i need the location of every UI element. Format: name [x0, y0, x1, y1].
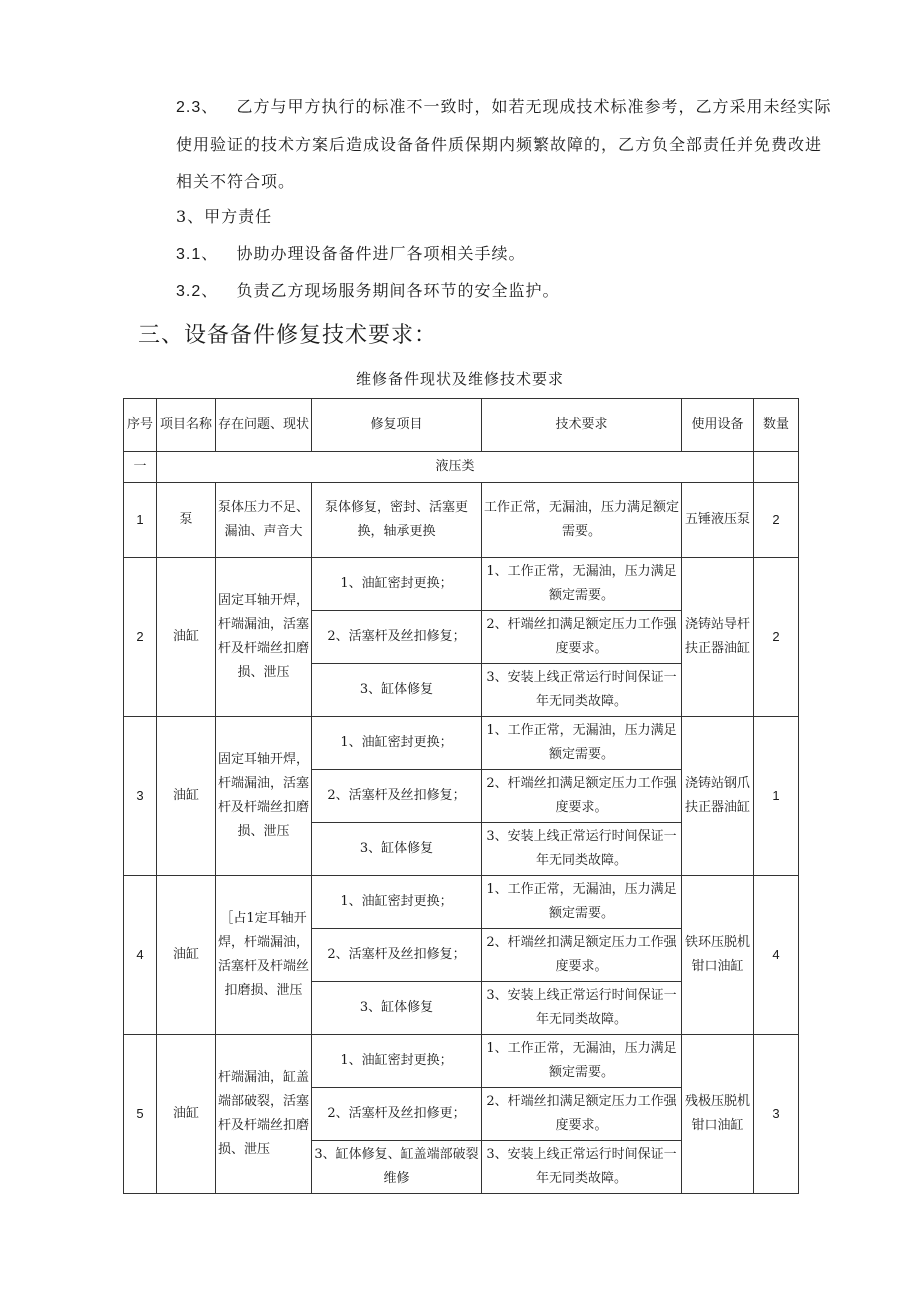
item-name: 油缸 — [157, 876, 216, 1035]
item-issue: 杆端漏油，缸盖端部破裂，活塞杆及杆端丝扣磨损、泄压 — [216, 1035, 312, 1194]
header-cell-requirement: 技术要求 — [482, 399, 682, 452]
repair-item: 1、油缸密封更换； — [312, 1035, 482, 1088]
item-name: 泵 — [157, 483, 216, 558]
table-row — [124, 876, 799, 929]
paragraph-3 — [140, 198, 836, 235]
tech-requirement: 2、杆端丝扣满足额定压力工作强度要求。 — [482, 929, 682, 982]
equipment: 浇铸站钢爪扶正器油缸 — [682, 717, 754, 876]
item-name: 油缸 — [157, 558, 216, 717]
section-heading: 三、设备备件修复技术要求： — [138, 323, 438, 348]
repair-item: 2、活塞杆及丝扣修更； — [312, 1088, 482, 1141]
clause-heading: 3、甲方责任 — [176, 207, 273, 226]
table-row — [124, 1035, 799, 1088]
row-number: 2 — [124, 558, 157, 717]
quantity: 1 — [754, 717, 799, 876]
paragraph-2-3 — [140, 88, 836, 200]
header-cell-index: 序号 — [124, 399, 157, 452]
row-number: 3 — [124, 717, 157, 876]
row-number: 5 — [124, 1035, 157, 1194]
equipment: 残极压脱机钳口油缸 — [682, 1035, 754, 1194]
item-issue: 固定耳轴开焊，杆端漏油，活塞杆及杆端丝扣磨损、泄压 — [216, 558, 312, 717]
clause-number: 3.2、 — [176, 283, 219, 300]
quantity: 2 — [754, 483, 799, 558]
tech-requirement: 3、安装上线正常运行时间保证一年无同类故障。 — [482, 664, 682, 717]
clause-text: 协助办理设备备件进厂各项相关手续。 — [236, 244, 526, 263]
header-cell-quantity: 数量 — [754, 399, 799, 452]
quantity: 3 — [754, 1035, 799, 1194]
equipment: 五锤液压泵 — [682, 483, 754, 558]
repair-item: 2、活塞杆及丝扣修复； — [312, 770, 482, 823]
table-row — [124, 483, 799, 558]
quantity: 2 — [754, 558, 799, 717]
tech-requirement: 2、杆端丝扣满足额定压力工作强度要求。 — [482, 611, 682, 664]
category-empty-cell — [754, 452, 799, 483]
category-index: 一 — [124, 452, 157, 483]
repair-item: 2、活塞杆及丝扣修复； — [312, 611, 482, 664]
row-number: 4 — [124, 876, 157, 1035]
repair-item: 泵体修复，密封、活塞更换，轴承更换 — [312, 483, 482, 558]
table-row — [124, 558, 799, 611]
tech-requirement: 2、杆端丝扣满足额定压力工作强度要求。 — [482, 770, 682, 823]
repair-item: 2、活塞杆及丝扣修复； — [312, 929, 482, 982]
header-cell-equipment: 使用设备 — [682, 399, 754, 452]
clause-text: 负责乙方现场服务期间各环节的安全监护。 — [236, 281, 560, 300]
tech-requirement: 1、工作正常，无漏油，压力满足额定需要。 — [482, 717, 682, 770]
paragraph-3-2 — [140, 272, 836, 310]
tech-requirement: 工作正常，无漏油，压力满足额定需要。 — [482, 483, 682, 558]
repair-item: 1、油缸密封更换； — [312, 558, 482, 611]
clause-text: 乙方与甲方执行的标准不一致时，如若无现成技术标准参考，乙方采用未经实际使用验证的技术方案后造成设备备件质保期内频繁故障的，乙方负全部责任并免费改进相关不符合项。 — [176, 97, 832, 191]
repair-requirements-table — [123, 398, 799, 1194]
equipment: 浇铸站导杆扶正器油缸 — [682, 558, 754, 717]
repair-item: 1、油缸密封更换； — [312, 876, 482, 929]
repair-item: 3、缸体修复 — [312, 664, 482, 717]
quantity: 4 — [754, 876, 799, 1035]
row-number: 1 — [124, 483, 157, 558]
clause-number: 3.1、 — [176, 246, 219, 263]
item-issue: 泵体压力不足、漏油、声音大 — [216, 483, 312, 558]
item-issue: ［占1定耳轴开焊，杆端漏油，活塞杆及杆端丝扣磨损、泄压 — [216, 876, 312, 1035]
tech-requirement: 3、安装上线正常运行时间保证一年无同类故障。 — [482, 823, 682, 876]
paragraph-3-1 — [140, 235, 836, 273]
repair-item: 3、缸体修复 — [312, 982, 482, 1035]
tech-requirement: 2、杆端丝扣满足额定压力工作强度要求。 — [482, 1088, 682, 1141]
item-name: 油缸 — [157, 717, 216, 876]
tech-requirement: 1、工作正常，无漏油，压力满足额定需要。 — [482, 876, 682, 929]
repair-item: 3、缸体修复 — [312, 823, 482, 876]
tech-requirement: 1、工作正常，无漏油，压力满足额定需要。 — [482, 558, 682, 611]
tech-requirement: 3、安装上线正常运行时间保证一年无同类故障。 — [482, 1141, 682, 1194]
category-name: 液压类 — [157, 452, 754, 483]
table-row — [124, 717, 799, 770]
header-cell-repair: 修复项目 — [312, 399, 482, 452]
tech-requirement: 3、安装上线正常运行时间保证一年无同类故障。 — [482, 982, 682, 1035]
item-issue: 固定耳轴开焊，杆端漏油，活塞杆及杆端丝扣磨损、泄压 — [216, 717, 312, 876]
table-header-row — [124, 399, 799, 452]
clause-number: 2.3、 — [176, 99, 219, 116]
table-caption: 维修备件现状及维修技术要求 — [355, 370, 564, 388]
repair-item: 3、缸体修复、缸盖端部破裂维修 — [312, 1141, 482, 1194]
tech-requirement: 1、工作正常，无漏油，压力满足额定需要。 — [482, 1035, 682, 1088]
header-cell-issue: 存在问题、现状 — [216, 399, 312, 452]
item-name: 油缸 — [157, 1035, 216, 1194]
equipment: 铁环压脱机钳口油缸 — [682, 876, 754, 1035]
repair-item: 1、油缸密封更换； — [312, 717, 482, 770]
header-cell-name: 项目名称 — [157, 399, 216, 452]
category-row — [124, 452, 799, 483]
